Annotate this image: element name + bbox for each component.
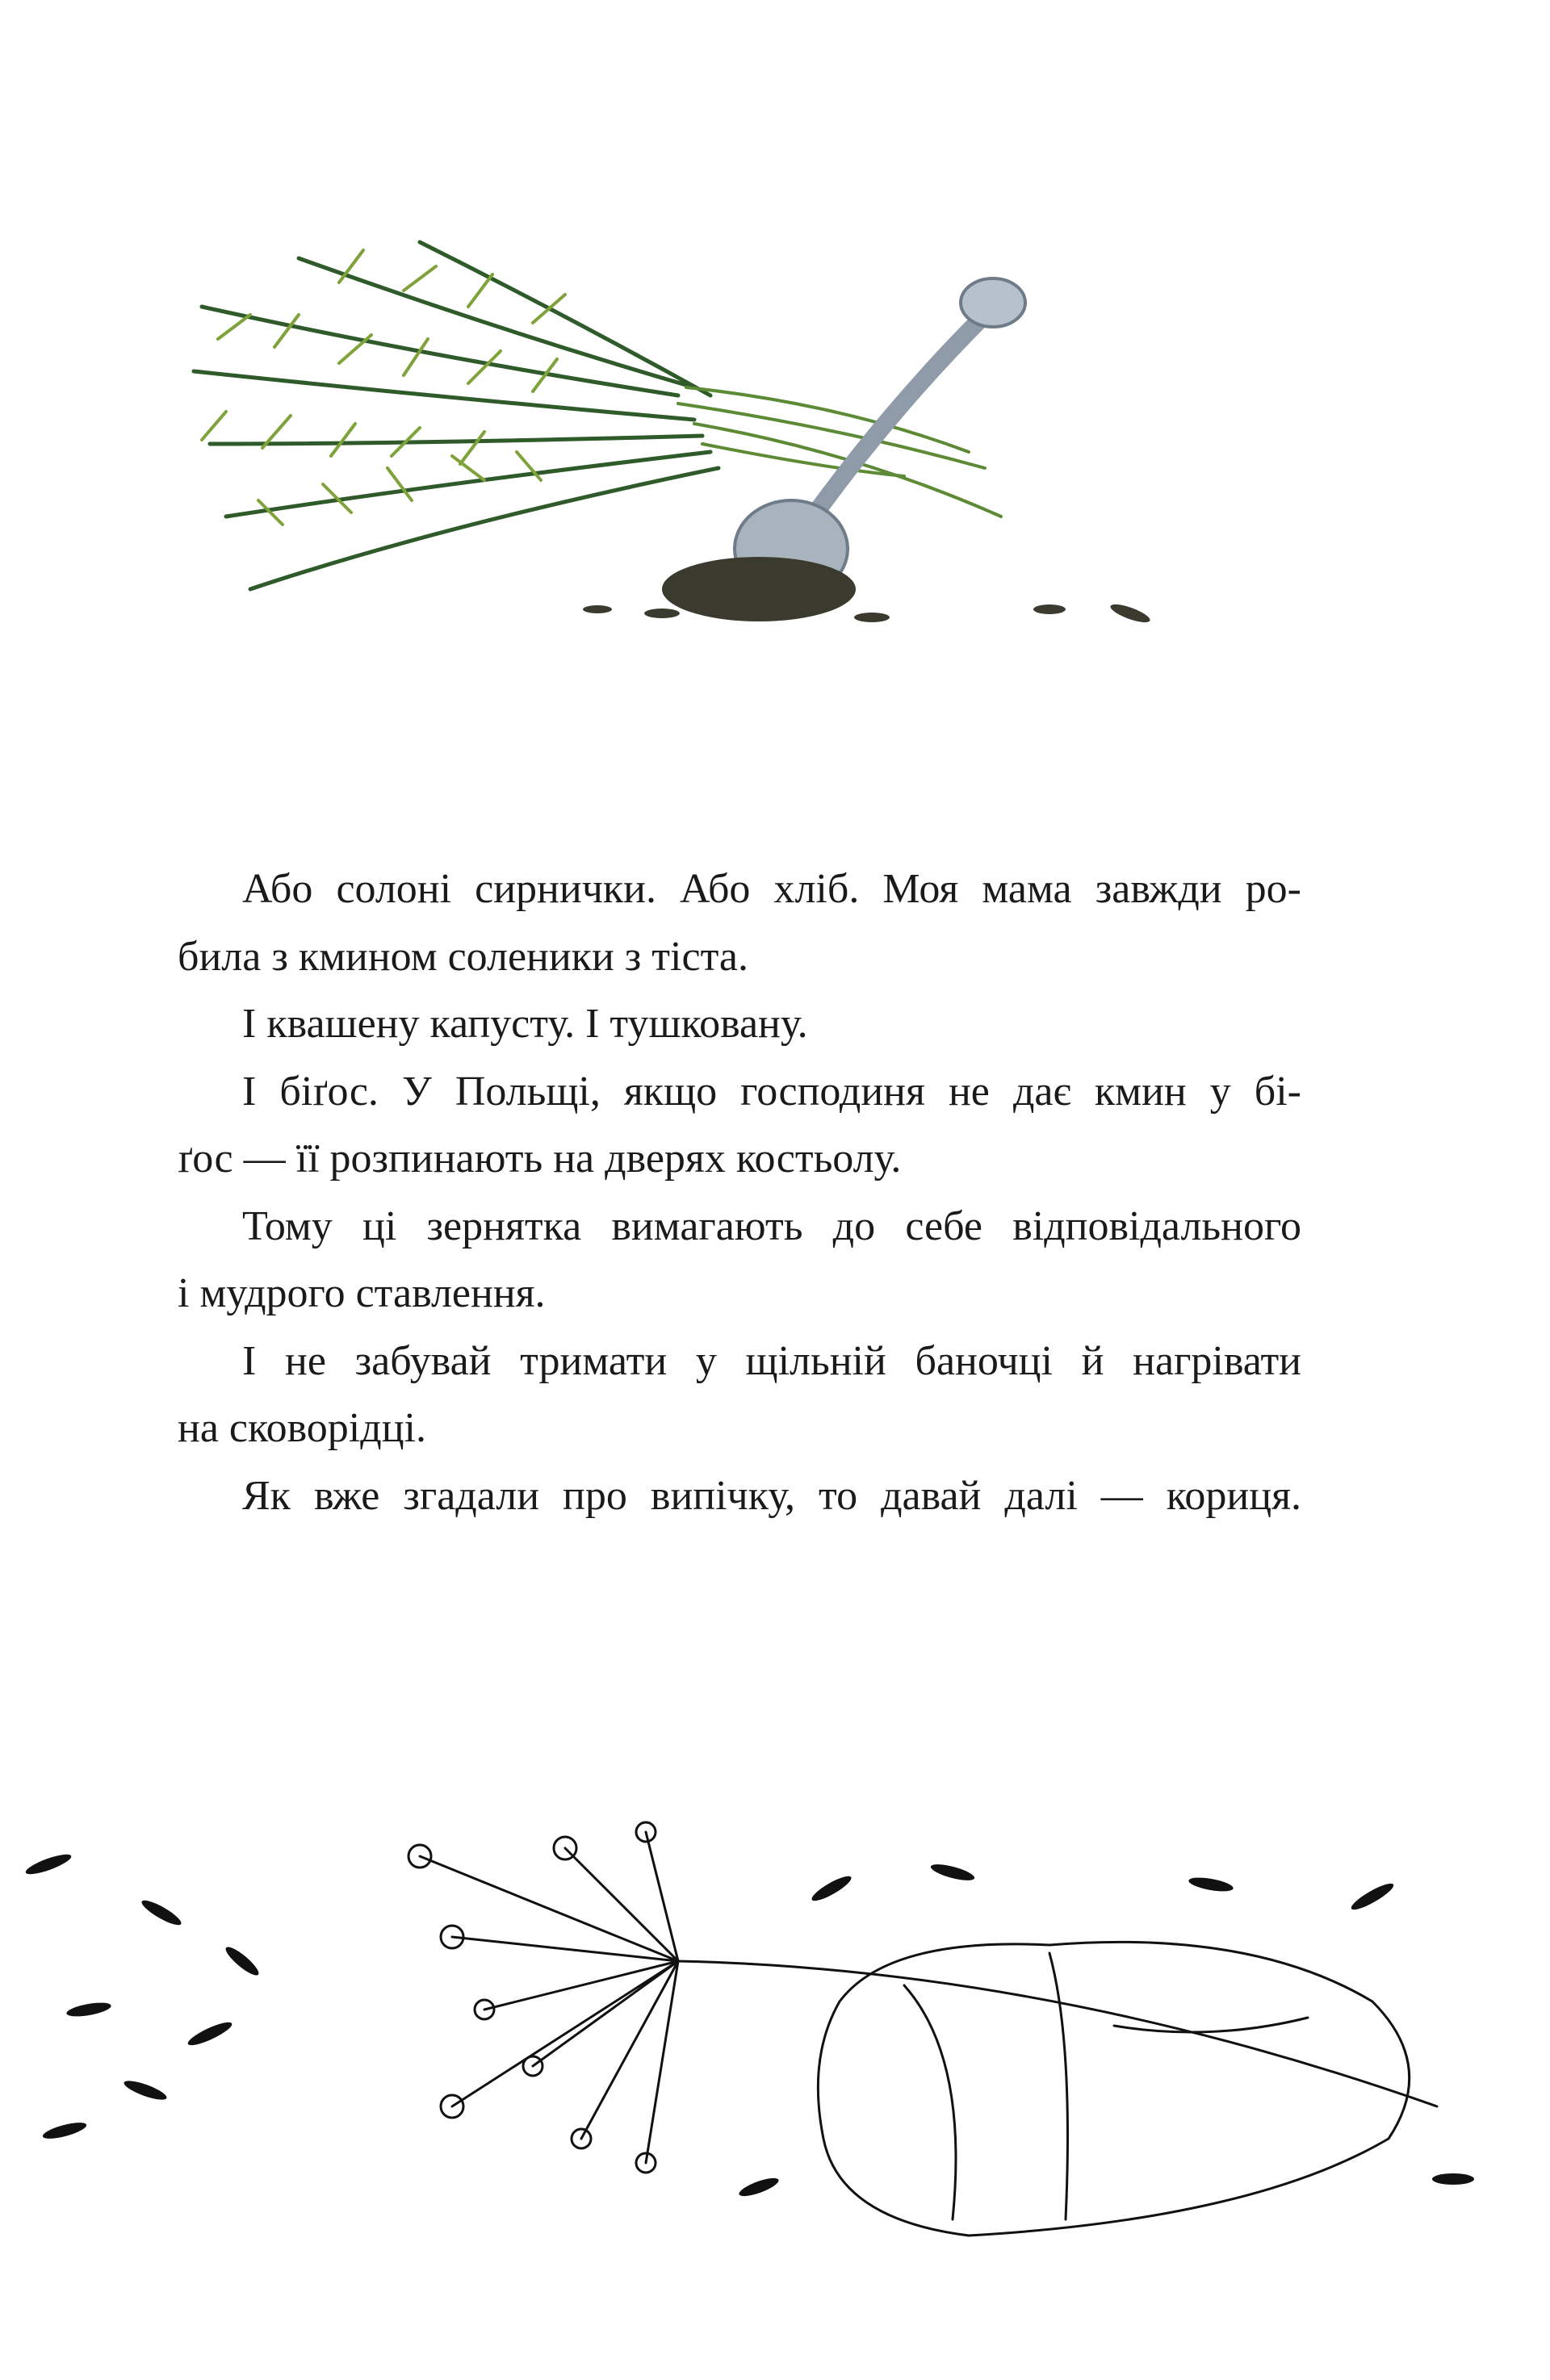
bread-loaf-icon <box>818 1942 1409 2236</box>
caraway-seeds-scatter <box>23 1851 1474 2199</box>
text-line: ґос — її розпинають на дверях костьолу. <box>178 1136 902 1182</box>
body-text <box>178 855 1301 1529</box>
caraway-ink-sketch-illustration <box>0 1800 1550 2252</box>
dill-and-caraway-spoon-illustration <box>178 210 1308 678</box>
caraway-seeds-pile <box>583 557 1152 625</box>
text-line: Як вже згадали про випічку, то давай далі — кориця. <box>242 1472 1301 1519</box>
dill-bunch-icon <box>194 242 1001 589</box>
text-line: І біґос. У Польщі, якщо господиня не дає кмин у бі- <box>242 1068 1301 1115</box>
text-line: І не забувай тримати у щільній баночці й нагрівати <box>242 1337 1301 1384</box>
text-line: І квашену капусту. І тушковану. <box>242 1001 808 1047</box>
spoon-icon <box>735 278 1025 597</box>
text-line: Або солоні сирнички. Або хліб. Моя мама завжди ро- <box>242 866 1301 912</box>
text-line: і мудрого ставлення. <box>178 1270 546 1316</box>
text-line: Тому ці зернятка вимагають до себе відповідального <box>242 1203 1301 1249</box>
text-line: била з кмином соленики з тіста. <box>178 933 749 980</box>
text-line: на сковорідці. <box>178 1405 426 1451</box>
caraway-umbel-icon <box>408 1822 1437 2173</box>
